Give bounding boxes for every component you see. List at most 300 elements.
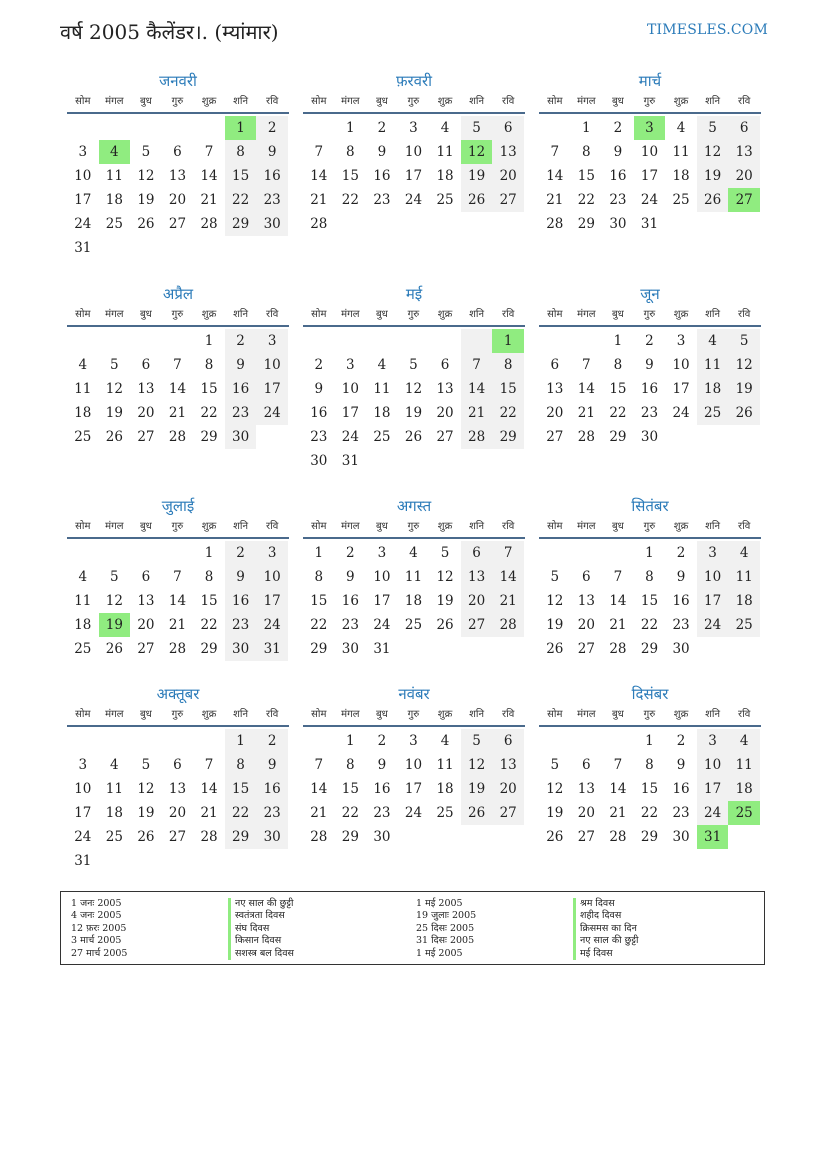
day-cell[interactable]: 19: [436, 593, 454, 609]
day-cell[interactable]: 25: [74, 429, 92, 445]
day-cell[interactable]: 15: [200, 593, 218, 609]
day-cell[interactable]: 2: [377, 120, 387, 136]
day-cell[interactable]: 4: [78, 569, 88, 585]
day-cell[interactable]: 17: [256, 377, 288, 401]
day-cell[interactable]: 26: [105, 429, 123, 445]
day-cell[interactable]: 3: [256, 541, 288, 565]
day-cell[interactable]: 25: [404, 617, 423, 633]
day-cell[interactable]: 9: [377, 757, 387, 773]
day-cell[interactable]: 29: [200, 429, 218, 445]
day-cell[interactable]: 24: [341, 429, 359, 445]
day-cell[interactable]: 15: [609, 381, 627, 397]
day-cell[interactable]: 5: [141, 757, 151, 773]
day-cell[interactable]: 10: [640, 144, 659, 160]
day-cell[interactable]: 13: [168, 168, 187, 184]
day-cell[interactable]: 24: [256, 613, 288, 637]
day-cell[interactable]: 18: [105, 192, 123, 208]
day-cell[interactable]: 31: [256, 637, 288, 661]
day-cell[interactable]: 2: [225, 541, 257, 565]
day-cell[interactable]: 29: [310, 641, 328, 657]
day-cell[interactable]: 17: [640, 168, 659, 184]
day-cell[interactable]: 21: [492, 589, 524, 613]
day-cell[interactable]: 3: [697, 729, 729, 753]
day-cell[interactable]: 16: [256, 164, 288, 188]
day-cell[interactable]: 15: [310, 593, 328, 609]
day-cell[interactable]: 16: [640, 381, 659, 397]
day-cell[interactable]: 15: [225, 164, 257, 188]
day-cell[interactable]: 21: [546, 192, 564, 208]
day-cell[interactable]: 17: [697, 589, 729, 613]
day-cell[interactable]: 18: [436, 781, 454, 797]
day-cell[interactable]: 5: [461, 729, 493, 753]
day-cell[interactable]: 9: [225, 565, 257, 589]
day-cell[interactable]: 2: [676, 733, 686, 749]
day-cell[interactable]: 24: [74, 216, 92, 232]
day-cell[interactable]: 17: [74, 805, 92, 821]
day-cell[interactable]: 6: [582, 757, 591, 773]
day-cell[interactable]: 3: [676, 333, 686, 349]
day-cell[interactable]: 18: [697, 377, 729, 401]
day-cell[interactable]: 19: [697, 164, 729, 188]
day-cell[interactable]: 10: [256, 565, 288, 589]
day-cell[interactable]: 22: [200, 405, 218, 421]
day-cell[interactable]: 24: [672, 405, 690, 421]
day-cell[interactable]: 16: [225, 589, 257, 613]
day-cell[interactable]: 24: [74, 829, 92, 845]
day-cell[interactable]: 21: [310, 192, 328, 208]
day-cell[interactable]: 3: [78, 757, 88, 773]
day-cell[interactable]: 12: [137, 781, 155, 797]
day-cell[interactable]: 28: [577, 429, 595, 445]
day-cell[interactable]: 21: [200, 805, 218, 821]
day-cell[interactable]: 27: [492, 188, 524, 212]
day-cell[interactable]: 9: [256, 140, 288, 164]
day-cell[interactable]: 13: [577, 593, 595, 609]
day-cell[interactable]: 5: [697, 116, 729, 140]
day-cell[interactable]: 17: [74, 192, 92, 208]
day-cell[interactable]: 20: [168, 805, 187, 821]
day-cell[interactable]: 28: [461, 425, 493, 449]
day-cell[interactable]: 5: [440, 545, 450, 561]
day-cell[interactable]: 31: [373, 641, 391, 657]
day-cell[interactable]: 25: [74, 641, 92, 657]
day-cell[interactable]: 11: [373, 381, 391, 397]
day-cell[interactable]: 20: [492, 777, 524, 801]
day-cell[interactable]: 30: [225, 425, 257, 449]
day-cell[interactable]: 8: [346, 757, 355, 773]
day-cell[interactable]: 18: [373, 405, 391, 421]
day-cell[interactable]: 28: [492, 613, 524, 637]
day-cell[interactable]: 22: [640, 805, 659, 821]
day-cell[interactable]: 23: [640, 405, 659, 421]
day-cell[interactable]: 1: [314, 545, 324, 561]
day-cell[interactable]: 23: [341, 617, 359, 633]
day-cell[interactable]: 7: [550, 144, 560, 160]
day-cell[interactable]: 10: [256, 353, 288, 377]
day-cell[interactable]: 27: [137, 429, 155, 445]
day-cell[interactable]: 9: [645, 357, 654, 373]
day-cell[interactable]: 26: [105, 641, 123, 657]
day-cell[interactable]: 19: [404, 405, 423, 421]
day-cell[interactable]: 14: [546, 168, 564, 184]
day-cell[interactable]: 23: [609, 192, 627, 208]
day-cell[interactable]: 28: [609, 641, 627, 657]
day-cell[interactable]: 3: [256, 329, 288, 353]
day-cell[interactable]: 23: [373, 192, 391, 208]
day-cell[interactable]: 16: [373, 781, 391, 797]
day-cell[interactable]: 2: [645, 333, 654, 349]
day-cell[interactable]: 30: [672, 641, 690, 657]
day-cell[interactable]: 18: [436, 168, 454, 184]
day-cell[interactable]: 25: [728, 801, 760, 825]
day-cell[interactable]: 9: [613, 144, 623, 160]
day-cell[interactable]: 29: [640, 829, 659, 845]
day-cell[interactable]: 29: [225, 825, 257, 849]
day-cell[interactable]: 29: [640, 641, 659, 657]
day-cell[interactable]: 5: [461, 116, 493, 140]
day-cell[interactable]: 11: [697, 353, 729, 377]
day-cell[interactable]: 2: [377, 733, 387, 749]
day-cell[interactable]: 1: [346, 733, 355, 749]
day-cell[interactable]: 3: [634, 116, 666, 140]
day-cell[interactable]: 14: [168, 593, 187, 609]
day-cell[interactable]: 28: [609, 829, 627, 845]
day-cell[interactable]: 5: [728, 329, 760, 353]
day-cell[interactable]: 3: [346, 357, 355, 373]
day-cell[interactable]: 25: [697, 401, 729, 425]
day-cell[interactable]: 21: [168, 617, 187, 633]
day-cell[interactable]: 30: [672, 829, 690, 845]
day-cell[interactable]: 13: [168, 781, 187, 797]
day-cell[interactable]: 9: [676, 757, 686, 773]
day-cell[interactable]: 27: [728, 188, 760, 212]
day-cell[interactable]: 2: [256, 116, 288, 140]
day-cell[interactable]: 21: [200, 192, 218, 208]
day-cell[interactable]: 1: [346, 120, 355, 136]
day-cell[interactable]: 14: [609, 781, 627, 797]
day-cell[interactable]: 17: [341, 405, 359, 421]
day-cell[interactable]: 6: [582, 569, 591, 585]
day-cell[interactable]: 21: [609, 805, 627, 821]
day-cell[interactable]: 19: [461, 777, 493, 801]
day-cell[interactable]: 6: [461, 541, 493, 565]
day-cell[interactable]: 22: [200, 617, 218, 633]
day-cell[interactable]: 12: [137, 168, 155, 184]
day-cell[interactable]: 19: [546, 617, 564, 633]
day-cell[interactable]: 4: [78, 357, 88, 373]
day-cell[interactable]: 5: [550, 569, 560, 585]
day-cell[interactable]: 14: [310, 168, 328, 184]
day-cell[interactable]: 22: [310, 617, 328, 633]
day-cell[interactable]: 26: [137, 216, 155, 232]
day-cell[interactable]: 7: [613, 757, 623, 773]
day-cell[interactable]: 18: [74, 617, 92, 633]
day-cell[interactable]: 30: [609, 216, 627, 232]
day-cell[interactable]: 26: [546, 829, 564, 845]
day-cell[interactable]: 21: [609, 617, 627, 633]
day-cell[interactable]: 12: [404, 381, 423, 397]
day-cell[interactable]: 9: [314, 381, 324, 397]
day-cell[interactable]: 21: [461, 401, 493, 425]
day-cell[interactable]: 30: [341, 641, 359, 657]
day-cell[interactable]: 2: [256, 729, 288, 753]
day-cell[interactable]: 24: [640, 192, 659, 208]
day-cell[interactable]: 14: [461, 377, 493, 401]
day-cell[interactable]: 16: [310, 405, 328, 421]
day-cell[interactable]: 28: [200, 216, 218, 232]
day-cell[interactable]: 7: [314, 144, 324, 160]
day-cell[interactable]: 2: [346, 545, 355, 561]
day-cell[interactable]: 11: [404, 569, 423, 585]
day-cell[interactable]: 6: [492, 116, 524, 140]
day-cell[interactable]: 9: [225, 353, 257, 377]
day-cell[interactable]: 8: [492, 353, 524, 377]
day-cell[interactable]: 20: [546, 405, 564, 421]
day-cell[interactable]: 23: [256, 801, 288, 825]
day-cell[interactable]: 12: [546, 593, 564, 609]
day-cell[interactable]: 23: [225, 401, 257, 425]
day-cell[interactable]: 4: [728, 541, 760, 565]
day-cell[interactable]: 26: [546, 641, 564, 657]
day-cell[interactable]: 8: [613, 357, 623, 373]
day-cell[interactable]: 29: [577, 216, 595, 232]
day-cell[interactable]: 15: [492, 377, 524, 401]
day-cell[interactable]: 24: [404, 192, 423, 208]
day-cell[interactable]: 23: [310, 429, 328, 445]
day-cell[interactable]: 13: [436, 381, 454, 397]
day-cell[interactable]: 3: [78, 144, 88, 160]
day-cell[interactable]: 31: [640, 216, 659, 232]
day-cell[interactable]: 11: [105, 781, 123, 797]
day-cell[interactable]: 4: [99, 140, 131, 164]
day-cell[interactable]: 3: [409, 733, 418, 749]
day-cell[interactable]: 30: [373, 829, 391, 845]
day-cell[interactable]: 1: [225, 116, 257, 140]
day-cell[interactable]: 11: [436, 144, 454, 160]
day-cell[interactable]: 27: [492, 801, 524, 825]
day-cell[interactable]: 1: [204, 333, 214, 349]
day-cell[interactable]: 14: [577, 381, 595, 397]
day-cell[interactable]: 21: [168, 405, 187, 421]
day-cell[interactable]: 22: [225, 188, 257, 212]
day-cell[interactable]: 16: [672, 781, 690, 797]
day-cell[interactable]: 18: [74, 405, 92, 421]
day-cell[interactable]: 16: [672, 593, 690, 609]
day-cell[interactable]: 19: [137, 805, 155, 821]
day-cell[interactable]: 22: [640, 617, 659, 633]
day-cell[interactable]: 20: [577, 617, 595, 633]
day-cell[interactable]: 11: [728, 753, 760, 777]
day-cell[interactable]: 13: [461, 565, 493, 589]
day-cell[interactable]: 29: [341, 829, 359, 845]
day-cell[interactable]: 11: [74, 381, 92, 397]
day-cell[interactable]: 25: [672, 192, 690, 208]
day-cell[interactable]: 19: [461, 164, 493, 188]
day-cell[interactable]: 19: [99, 613, 131, 637]
day-cell[interactable]: 28: [168, 641, 187, 657]
day-cell[interactable]: 5: [409, 357, 418, 373]
day-cell[interactable]: 28: [200, 829, 218, 845]
day-cell[interactable]: 6: [173, 144, 182, 160]
day-cell[interactable]: 28: [310, 829, 328, 845]
day-cell[interactable]: 7: [173, 357, 182, 373]
day-cell[interactable]: 25: [436, 805, 454, 821]
day-cell[interactable]: 27: [137, 641, 155, 657]
day-cell[interactable]: 31: [341, 453, 359, 469]
day-cell[interactable]: 10: [74, 168, 92, 184]
day-cell[interactable]: 6: [440, 357, 450, 373]
day-cell[interactable]: 2: [314, 357, 324, 373]
day-cell[interactable]: 12: [546, 781, 564, 797]
day-cell[interactable]: 10: [697, 565, 729, 589]
day-cell[interactable]: 23: [672, 805, 690, 821]
day-cell[interactable]: 15: [577, 168, 595, 184]
day-cell[interactable]: 16: [341, 593, 359, 609]
day-cell[interactable]: 8: [346, 144, 355, 160]
day-cell[interactable]: 24: [256, 401, 288, 425]
day-cell[interactable]: 26: [728, 401, 760, 425]
day-cell[interactable]: 1: [492, 329, 524, 353]
day-cell[interactable]: 22: [341, 192, 359, 208]
day-cell[interactable]: 18: [404, 593, 423, 609]
day-cell[interactable]: 12: [436, 569, 454, 585]
day-cell[interactable]: 12: [105, 381, 123, 397]
day-cell[interactable]: 9: [676, 569, 686, 585]
day-cell[interactable]: 15: [640, 593, 659, 609]
day-cell[interactable]: 30: [640, 429, 659, 445]
day-cell[interactable]: 5: [141, 144, 151, 160]
day-cell[interactable]: 19: [105, 405, 123, 421]
day-cell[interactable]: 27: [577, 641, 595, 657]
day-cell[interactable]: 27: [168, 216, 187, 232]
day-cell[interactable]: 3: [409, 120, 418, 136]
day-cell[interactable]: 26: [461, 188, 493, 212]
day-cell[interactable]: 24: [697, 801, 729, 825]
day-cell[interactable]: 3: [377, 545, 387, 561]
day-cell[interactable]: 26: [436, 617, 454, 633]
day-cell[interactable]: 28: [546, 216, 564, 232]
day-cell[interactable]: 24: [697, 613, 729, 637]
day-cell[interactable]: 20: [137, 617, 155, 633]
day-cell[interactable]: 1: [645, 545, 654, 561]
site-link[interactable]: TIMESLES.COM: [647, 22, 768, 38]
day-cell[interactable]: 15: [225, 777, 257, 801]
day-cell[interactable]: 6: [728, 116, 760, 140]
day-cell[interactable]: 31: [74, 240, 92, 256]
day-cell[interactable]: 29: [609, 429, 627, 445]
day-cell[interactable]: 2: [225, 329, 257, 353]
day-cell[interactable]: 5: [110, 569, 119, 585]
day-cell[interactable]: 26: [697, 188, 729, 212]
day-cell[interactable]: 21: [577, 405, 595, 421]
day-cell[interactable]: 2: [676, 545, 686, 561]
day-cell[interactable]: 27: [546, 429, 564, 445]
day-cell[interactable]: 20: [168, 192, 187, 208]
day-cell[interactable]: 8: [582, 144, 591, 160]
day-cell[interactable]: 7: [204, 757, 214, 773]
day-cell[interactable]: 27: [436, 429, 454, 445]
day-cell[interactable]: 13: [546, 381, 564, 397]
day-cell[interactable]: 10: [74, 781, 92, 797]
day-cell[interactable]: 10: [404, 757, 423, 773]
day-cell[interactable]: 13: [577, 781, 595, 797]
day-cell[interactable]: 10: [404, 144, 423, 160]
day-cell[interactable]: 24: [373, 617, 391, 633]
day-cell[interactable]: 4: [440, 120, 450, 136]
day-cell[interactable]: 7: [173, 569, 182, 585]
day-cell[interactable]: 10: [341, 381, 359, 397]
day-cell[interactable]: 18: [105, 805, 123, 821]
day-cell[interactable]: 23: [373, 805, 391, 821]
day-cell[interactable]: 8: [225, 753, 257, 777]
day-cell[interactable]: 18: [672, 168, 690, 184]
day-cell[interactable]: 30: [256, 825, 288, 849]
day-cell[interactable]: 9: [346, 569, 355, 585]
day-cell[interactable]: 19: [546, 805, 564, 821]
day-cell[interactable]: 26: [461, 801, 493, 825]
day-cell[interactable]: 10: [697, 753, 729, 777]
day-cell[interactable]: 5: [110, 357, 119, 373]
day-cell[interactable]: 13: [492, 140, 524, 164]
day-cell[interactable]: 27: [168, 829, 187, 845]
day-cell[interactable]: 13: [728, 140, 760, 164]
day-cell[interactable]: 15: [640, 781, 659, 797]
day-cell[interactable]: 4: [676, 120, 686, 136]
day-cell[interactable]: 14: [609, 593, 627, 609]
day-cell[interactable]: 18: [728, 777, 760, 801]
day-cell[interactable]: 25: [373, 429, 391, 445]
day-cell[interactable]: 17: [404, 781, 423, 797]
day-cell[interactable]: 16: [373, 168, 391, 184]
day-cell[interactable]: 20: [492, 164, 524, 188]
day-cell[interactable]: 22: [609, 405, 627, 421]
day-cell[interactable]: 13: [492, 753, 524, 777]
day-cell[interactable]: 15: [341, 168, 359, 184]
day-cell[interactable]: 14: [310, 781, 328, 797]
day-cell[interactable]: 11: [728, 565, 760, 589]
day-cell[interactable]: 2: [613, 120, 623, 136]
day-cell[interactable]: 1: [582, 120, 591, 136]
day-cell[interactable]: 16: [256, 777, 288, 801]
day-cell[interactable]: 10: [373, 569, 391, 585]
day-cell[interactable]: 25: [105, 829, 123, 845]
day-cell[interactable]: 16: [225, 377, 257, 401]
day-cell[interactable]: 6: [550, 357, 560, 373]
day-cell[interactable]: 14: [200, 168, 218, 184]
day-cell[interactable]: 12: [697, 140, 729, 164]
day-cell[interactable]: 12: [461, 140, 493, 164]
day-cell[interactable]: 30: [256, 212, 288, 236]
day-cell[interactable]: 25: [728, 613, 760, 637]
day-cell[interactable]: 17: [373, 593, 391, 609]
day-cell[interactable]: 19: [137, 192, 155, 208]
day-cell[interactable]: 20: [436, 405, 454, 421]
day-cell[interactable]: 8: [645, 569, 654, 585]
day-cell[interactable]: 17: [256, 589, 288, 613]
day-cell[interactable]: 4: [110, 757, 119, 773]
day-cell[interactable]: 22: [577, 192, 595, 208]
day-cell[interactable]: 17: [672, 381, 690, 397]
day-cell[interactable]: 12: [461, 753, 493, 777]
day-cell[interactable]: 13: [137, 593, 155, 609]
day-cell[interactable]: 20: [137, 405, 155, 421]
day-cell[interactable]: 4: [377, 357, 387, 373]
day-cell[interactable]: 7: [204, 144, 214, 160]
day-cell[interactable]: 14: [168, 381, 187, 397]
day-cell[interactable]: 12: [728, 353, 760, 377]
day-cell[interactable]: 22: [492, 401, 524, 425]
day-cell[interactable]: 9: [377, 144, 387, 160]
